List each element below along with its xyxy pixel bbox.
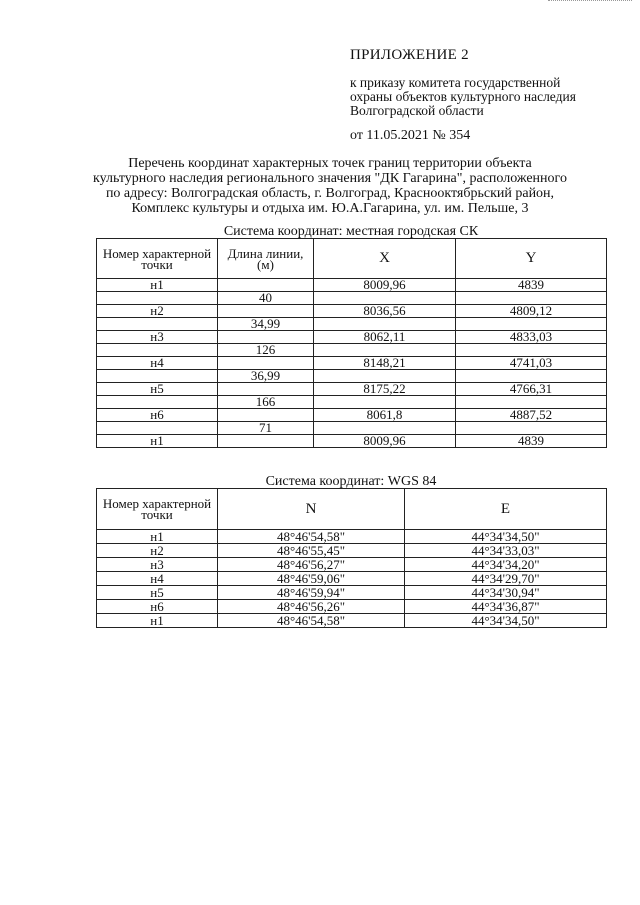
- point-row: [97, 357, 607, 370]
- document-heading: [80, 156, 580, 216]
- table-row: [97, 586, 607, 600]
- latitude: 48°46'56,26": [218, 600, 405, 614]
- latitude: 48°46'55,45": [218, 544, 405, 558]
- point-x: 8148,21: [314, 357, 456, 370]
- longitude: 44°34'29,70": [405, 572, 607, 586]
- col-header-e: E: [405, 489, 607, 530]
- point-y: 4766,31: [456, 383, 607, 396]
- latitude: 48°46'54,58": [218, 530, 405, 544]
- order-line: охраны объектов культурного наследия: [350, 89, 576, 104]
- longitude: 44°34'34,50": [405, 530, 607, 544]
- table-row: [97, 600, 607, 614]
- table-row: [97, 558, 607, 572]
- table-row: [97, 614, 607, 628]
- table-row: [97, 530, 607, 544]
- segment-length: 40: [218, 292, 314, 305]
- order-reference: [350, 76, 606, 118]
- heading-line: культурного наследия регионального значения "ДК Гагарина", расположенного: [93, 171, 567, 186]
- heading-line: Комплекс культуры и отдыха им. Ю.А.Гагарина, ул. им. Пельше, 3: [131, 201, 529, 216]
- segment-length: 126: [218, 344, 314, 357]
- latitude: 48°46'54,58": [218, 614, 405, 628]
- point-y: 4887,52: [456, 409, 607, 422]
- point-name: н6: [97, 600, 218, 614]
- longitude: 44°34'36,87": [405, 600, 607, 614]
- segment-length: 34,99: [218, 318, 314, 331]
- point-row: [97, 279, 607, 292]
- point-x: 8009,96: [314, 435, 456, 448]
- point-name: н4: [97, 357, 218, 370]
- point-name: н5: [97, 383, 218, 396]
- point-y: 4839: [456, 435, 607, 448]
- point-name: н4: [97, 572, 218, 586]
- longitude: 44°34'30,94": [405, 586, 607, 600]
- table-row: [97, 572, 607, 586]
- point-x: 8062,11: [314, 331, 456, 344]
- col-header-length: Длина линии, (м): [218, 239, 314, 279]
- point-name: н3: [97, 331, 218, 344]
- point-name: н1: [97, 530, 218, 544]
- order-line: к приказу комитета государственной: [350, 75, 561, 90]
- point-y: 4839: [456, 279, 607, 292]
- segment-length: 166: [218, 396, 314, 409]
- longitude: 44°34'33,03": [405, 544, 607, 558]
- local-coordinates-table: [96, 238, 607, 448]
- point-row: [97, 305, 607, 318]
- point-row: [97, 409, 607, 422]
- latitude: 48°46'59,06": [218, 572, 405, 586]
- table-row: [97, 544, 607, 558]
- point-x: 8175,22: [314, 383, 456, 396]
- point-name: н2: [97, 305, 218, 318]
- point-x: 8036,56: [314, 305, 456, 318]
- point-y: 4809,12: [456, 305, 607, 318]
- point-x: 8061,8: [314, 409, 456, 422]
- order-line: Волгоградской области: [350, 103, 484, 118]
- point-x: 8009,96: [314, 279, 456, 292]
- point-name: н2: [97, 544, 218, 558]
- table1-caption: Система координат: местная городская СК: [223, 224, 479, 239]
- segment-length: 36,99: [218, 370, 314, 383]
- col-header-x: X: [314, 239, 456, 279]
- point-y: 4741,03: [456, 357, 607, 370]
- point-name: н1: [97, 435, 218, 448]
- longitude: 44°34'34,50": [405, 614, 607, 628]
- col-header-y: Y: [456, 239, 607, 279]
- wgs84-coordinates-table: [96, 488, 607, 628]
- order-date: от 11.05.2021 № 354: [350, 128, 471, 143]
- point-name: н1: [97, 279, 218, 292]
- heading-line: по адресу: Волгоградская область, г. Волгоград, Краснооктябрьский район,: [105, 186, 555, 201]
- segment-length: 71: [218, 422, 314, 435]
- table2-caption: Система координат: WGS 84: [265, 474, 437, 489]
- point-name: н6: [97, 409, 218, 422]
- point-name: н5: [97, 586, 218, 600]
- col-header-point: Номер характерной точки: [97, 489, 218, 530]
- appendix-title: ПРИЛОЖЕНИЕ 2: [350, 47, 469, 63]
- point-name: н1: [97, 614, 218, 628]
- longitude: 44°34'34,20": [405, 558, 607, 572]
- point-row: [97, 435, 607, 448]
- point-y: 4833,03: [456, 331, 607, 344]
- point-row: [97, 331, 607, 344]
- latitude: 48°46'56,27": [218, 558, 405, 572]
- scan-mark: [548, 0, 632, 5]
- point-name: н3: [97, 558, 218, 572]
- col-header-point: Номер характерной точки: [97, 239, 218, 279]
- heading-line: Перечень координат характерных точек границ территории объекта: [128, 156, 532, 171]
- point-row: [97, 383, 607, 396]
- latitude: 48°46'59,94": [218, 586, 405, 600]
- col-header-n: N: [218, 489, 405, 530]
